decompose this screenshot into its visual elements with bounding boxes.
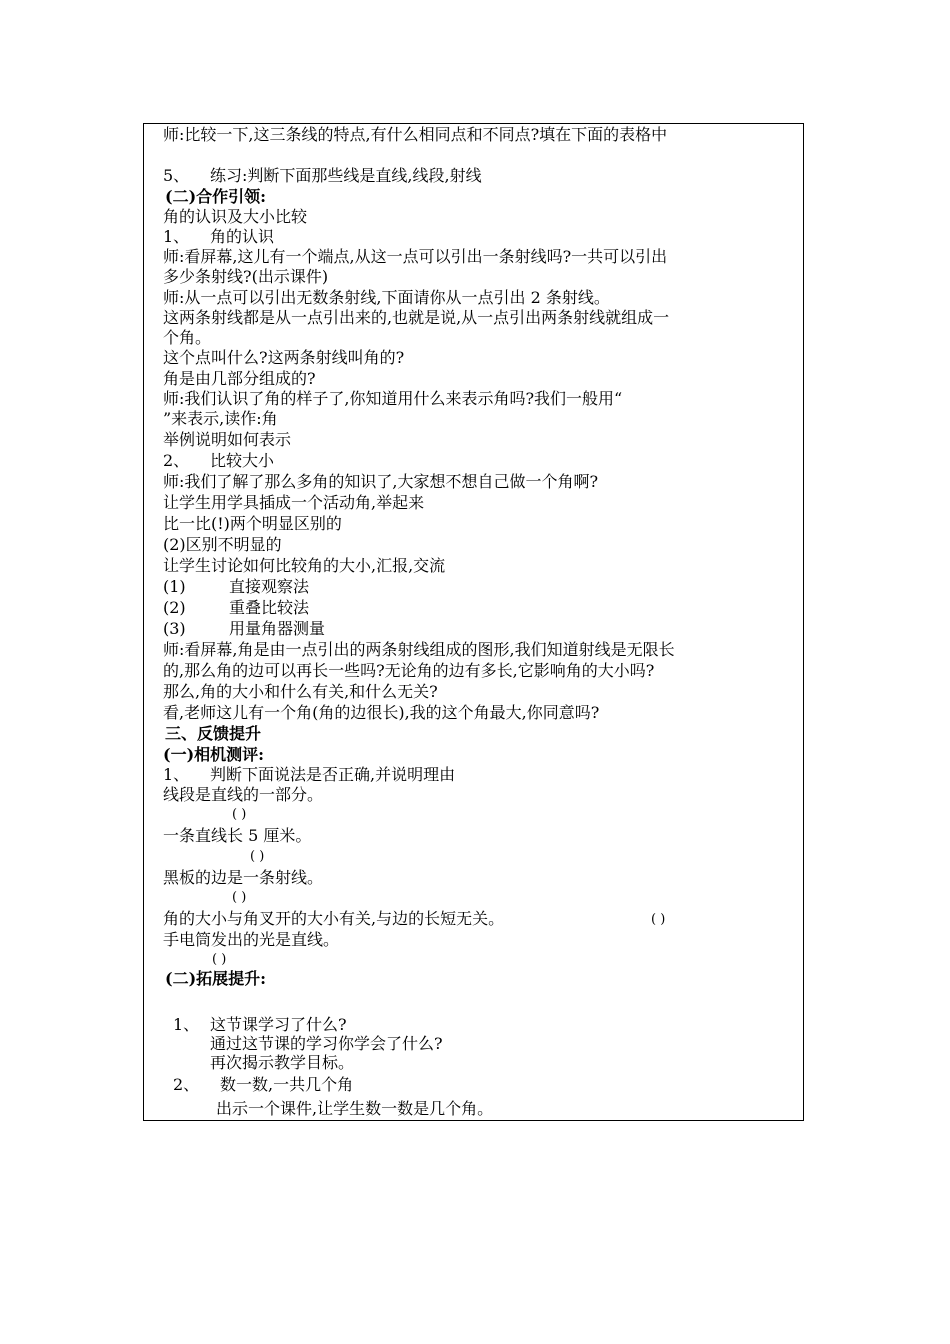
list-item: [173, 1015, 347, 1035]
text-line: 角是由几部分组成的?: [163, 369, 316, 388]
text-line: 师:我们认识了角的样子了,你知道用什么来表示角吗?我们一般用“: [163, 389, 623, 408]
text-line: 角的认识及大小比较: [163, 207, 308, 226]
list-item: [163, 577, 309, 597]
judge-statement: 线段是直线的一部分。: [163, 785, 324, 804]
text-line: 通过这节课的学习你学会了什么?: [210, 1034, 443, 1053]
item-text: 重叠比较法: [229, 598, 310, 617]
section-heading: (二)合作引领:: [165, 187, 267, 206]
item-text: 角的认识: [210, 227, 275, 246]
item-number: (1): [163, 577, 186, 596]
text-line: 个角。: [163, 328, 212, 347]
item-text: 判断下面说法是否正确,并说明理由: [210, 765, 456, 784]
judge-statement: 黑板的边是一条射线。: [163, 868, 324, 887]
item-number: 1、: [173, 1015, 200, 1034]
list-item: [163, 765, 455, 785]
judge-statement: 手电筒发出的光是直线。: [163, 930, 340, 949]
answer-blank: ( ): [250, 849, 265, 864]
item-number: 1、: [163, 765, 190, 784]
answer-blank: ( ): [212, 952, 227, 967]
item-text: 直接观察法: [229, 577, 310, 596]
text-line: 出示一个课件,让学生数一数是几个角。: [216, 1099, 494, 1118]
list-item: [163, 227, 274, 247]
text-line: 举例说明如何表示: [163, 430, 292, 449]
list-item: [173, 1075, 353, 1095]
text-line: 多少条射线?(出示课件): [163, 267, 329, 286]
text-line: 师:我们了解了那么多角的知识了,大家想不想自己做一个角啊?: [163, 472, 599, 491]
text-line: 师:看屏幕,这儿有一个端点,从这一点可以引出一条射线吗?一共可以引出: [163, 247, 668, 266]
judge-statement: 角的大小与角叉开的大小有关,与边的长短无关。: [163, 909, 505, 928]
item-number: 1、: [163, 227, 190, 246]
text-line: 看,老师这儿有一个角(角的边很长),我的这个角最大,你同意吗?: [163, 703, 600, 722]
text-line: 这个点叫什么?这两条射线叫角的?: [163, 348, 405, 367]
text-line: 比一比(!)两个明显区别的: [163, 514, 342, 533]
judge-statement: 一条直线长 5 厘米。: [163, 826, 312, 845]
text-line: 让学生讨论如何比较角的大小,汇报,交流: [163, 556, 446, 575]
item-text: 这节课学习了什么?: [210, 1015, 347, 1034]
list-item: [163, 451, 274, 471]
section-heading: (一)相机测评:: [163, 745, 265, 764]
item-text: 练习:判断下面那些线是直线,线段,射线: [210, 166, 482, 185]
list-item: [163, 619, 325, 639]
text-line: 再次揭示教学目标。: [210, 1053, 355, 1072]
list-item: [163, 598, 309, 618]
item-number: (3): [163, 619, 186, 638]
text-line: 让学生用学具插成一个活动角,举起来: [163, 493, 425, 512]
section-heading: 三、反馈提升: [165, 724, 262, 743]
item-text: 数一数,一共几个角: [220, 1075, 354, 1094]
text-line: 师:看屏幕,角是由一点引出的两条射线组成的图形,我们知道射线是无限长: [163, 640, 675, 659]
item-number: 2、: [163, 451, 190, 470]
text-line: (2)区别不明显的: [163, 535, 282, 554]
item-number: 5、: [163, 166, 190, 185]
answer-blank: ( ): [232, 807, 247, 822]
text-line: 那么,角的大小和什么有关,和什么无关?: [163, 682, 438, 701]
text-line: 师:从一点可以引出无数条射线,下面请你从一点引出 2 条射线。: [163, 288, 610, 307]
answer-blank: ( ): [651, 912, 666, 927]
item-text: 用量角器测量: [229, 619, 326, 638]
item-number: (2): [163, 598, 186, 617]
text-line: 的,那么角的边可以再长一些吗?无论角的边有多长,它影响角的大小吗?: [163, 661, 655, 680]
text-line: 师:比较一下,这三条线的特点,有什么相同点和不同点?填在下面的表格中: [163, 125, 668, 144]
item-text: 比较大小: [210, 451, 275, 470]
text-line: 这两条射线都是从一点引出来的,也就是说,从一点引出两条射线就组成一: [163, 308, 670, 327]
exercise-item: [163, 166, 482, 186]
answer-blank: ( ): [232, 890, 247, 905]
section-heading: (二)拓展提升:: [165, 969, 267, 988]
text-line: ”来表示,读作:角: [163, 409, 278, 428]
item-number: 2、: [173, 1075, 200, 1094]
